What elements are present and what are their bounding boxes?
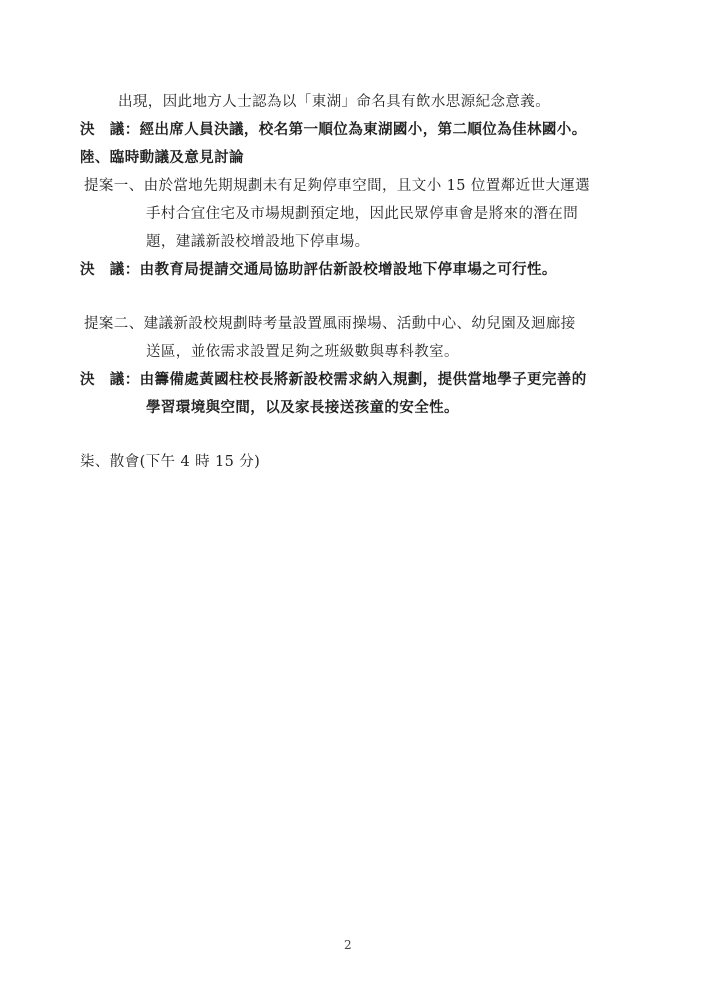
proposal-1-line-1: 提案一、由於當地先期規劃未有足夠停車空間，且文小 15 位置鄰近世大運選	[84, 178, 591, 194]
section-heading-extempore-motions: 陸、臨時動議及意見討論	[80, 149, 244, 166]
proposal-1-line-3: 題，建議新設校增設地下停車場。	[146, 234, 370, 250]
adjournment: 柒、散會(下午 4 時 15 分)	[80, 454, 261, 470]
proposal-1-line-2: 手村合宜住宅及市場規劃預定地，因此民眾停車會是將來的潛在問	[146, 206, 579, 222]
resolution-2: 決 議：由教育局提請交通局協助評估新設校增設地下停車場之可行性。	[80, 261, 557, 278]
resolution-3-line-1: 決 議：由籌備處黃國柱校長將新設校需求納入規劃，提供當地學子更完善的	[80, 371, 587, 388]
proposal-2-line-2: 送區，並依需求設置足夠之班級數與專科教室。	[146, 344, 459, 360]
proposal-2-line-1: 提案二、建議新設校規劃時考量設置風雨操場、活動中心、幼兒園及迴廊接	[84, 316, 576, 332]
page-number: 2	[344, 938, 352, 952]
continuation-text: 出現，因此地方人士認為以「東湖」命名具有飲水思源紀念意義。	[118, 94, 551, 110]
resolution-3-line-2: 學習環境與空間，以及家長接送孩童的安全性。	[146, 399, 459, 416]
resolution-1: 決 議：經出席人員決議，校名第一順位為東湖國小，第二順位為佳林國小。	[80, 121, 587, 138]
